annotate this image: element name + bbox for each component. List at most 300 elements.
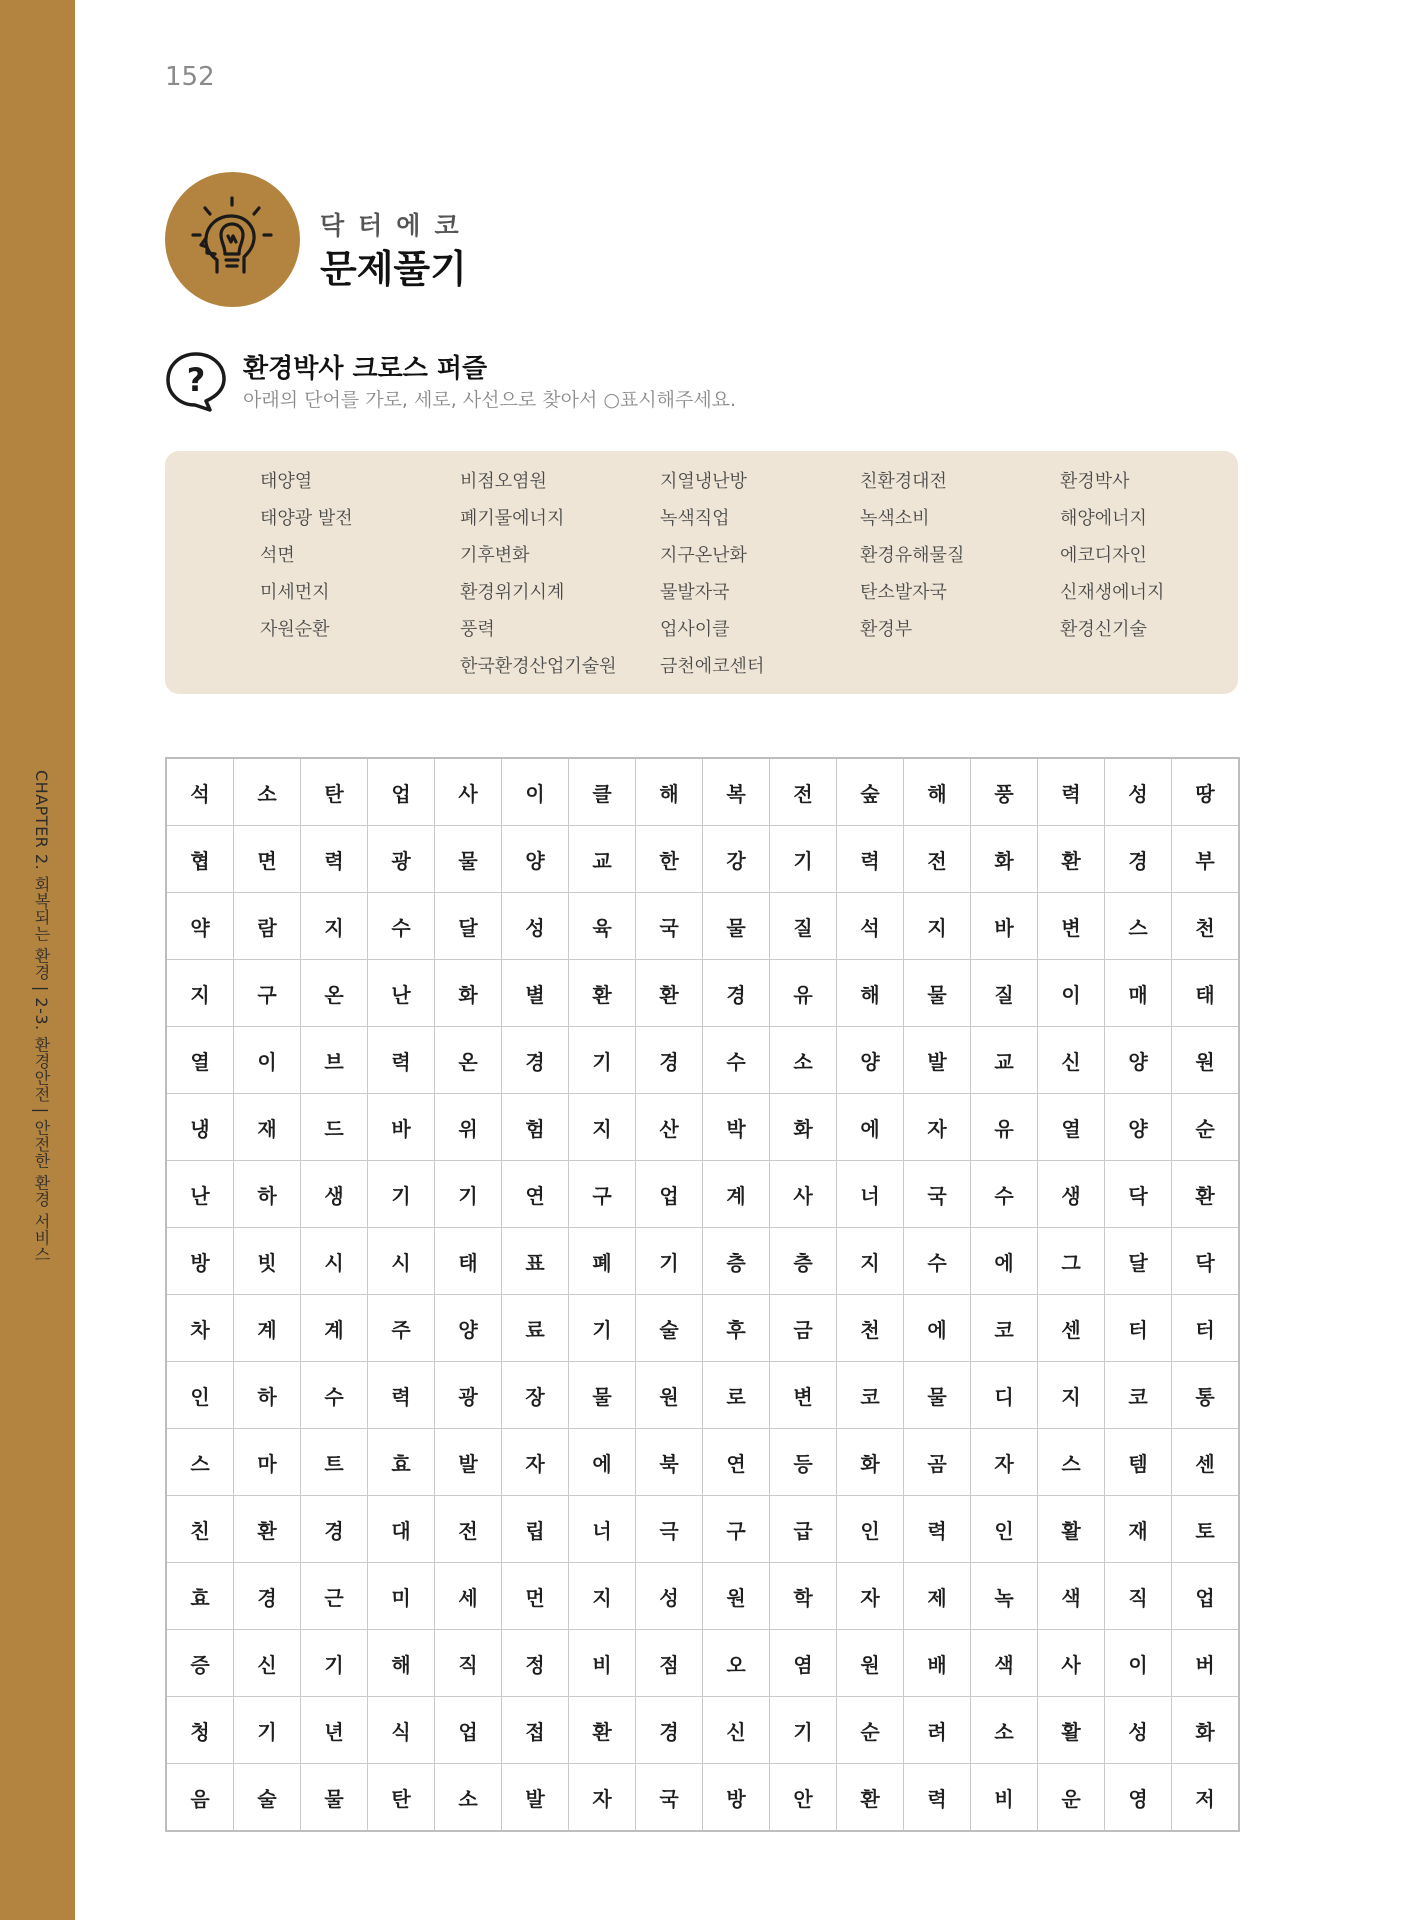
grid-cell[interactable]: 환 (1172, 1161, 1240, 1228)
grid-cell[interactable]: 운 (1038, 1764, 1105, 1832)
grid-cell[interactable]: 배 (904, 1630, 971, 1697)
grid-cell[interactable]: 광 (435, 1362, 502, 1429)
grid-cell[interactable]: 풍 (971, 758, 1038, 826)
grid-cell[interactable]: 술 (234, 1764, 301, 1832)
grid-cell[interactable]: 지 (569, 1094, 636, 1161)
grid-cell[interactable]: 부 (1172, 826, 1240, 893)
grid-row (166, 1697, 1239, 1764)
grid-cell[interactable]: 시 (368, 1228, 435, 1295)
grid-cell[interactable]: 수 (971, 1161, 1038, 1228)
grid-cell[interactable]: 비 (569, 1630, 636, 1697)
grid-row (166, 1630, 1239, 1697)
word-item: 물발자국 (660, 582, 730, 603)
grid-cell[interactable]: 경 (301, 1496, 368, 1563)
grid-cell[interactable]: 면 (234, 826, 301, 893)
grid-cell[interactable]: 에 (569, 1429, 636, 1496)
grid-cell[interactable]: 변 (1038, 893, 1105, 960)
grid-cell[interactable]: 년 (301, 1697, 368, 1764)
word-column-4 (860, 463, 964, 648)
grid-cell[interactable]: 로 (703, 1362, 770, 1429)
grid-cell[interactable]: 력 (1038, 758, 1105, 826)
grid-cell[interactable]: 정 (502, 1630, 569, 1697)
word-item: 환경부 (860, 619, 913, 640)
page-number: 152 (165, 62, 215, 92)
grid-cell[interactable]: 국 (636, 1764, 703, 1832)
grid-cell[interactable]: 바 (368, 1094, 435, 1161)
word-item: 지열냉난방 (660, 471, 747, 492)
grid-cell[interactable]: 자 (837, 1563, 904, 1630)
grid-cell[interactable]: 전 (904, 826, 971, 893)
grid-cell[interactable]: 양 (837, 1027, 904, 1094)
grid-cell[interactable]: 지 (166, 960, 234, 1027)
svg-text:?: ? (186, 361, 206, 399)
grid-cell[interactable]: 강 (703, 826, 770, 893)
grid-cell[interactable]: 극 (636, 1496, 703, 1563)
grid-cell[interactable]: 친 (166, 1496, 234, 1563)
grid-cell[interactable]: 기 (569, 1295, 636, 1362)
grid-cell[interactable]: 계 (703, 1161, 770, 1228)
word-item: 금천에코센터 (660, 656, 765, 677)
grid-cell[interactable]: 원 (1172, 1027, 1240, 1094)
grid-cell[interactable]: 해 (837, 960, 904, 1027)
grid-cell[interactable]: 템 (1105, 1429, 1172, 1496)
grid-cell[interactable]: 물 (703, 893, 770, 960)
grid-cell[interactable]: 버 (1172, 1630, 1240, 1697)
grid-row (166, 1295, 1239, 1362)
grid-cell[interactable]: 자 (904, 1094, 971, 1161)
grid-cell[interactable]: 자 (502, 1429, 569, 1496)
grid-cell[interactable]: 염 (770, 1630, 837, 1697)
grid-cell[interactable]: 증 (166, 1630, 234, 1697)
grid-row (166, 1496, 1239, 1563)
grid-cell[interactable]: 사 (435, 758, 502, 826)
grid-cell[interactable]: 양 (1105, 1094, 1172, 1161)
grid-cell[interactable]: 물 (904, 1362, 971, 1429)
grid-cell[interactable]: 지 (569, 1563, 636, 1630)
grid-cell[interactable]: 기 (770, 1697, 837, 1764)
grid-cell[interactable]: 립 (502, 1496, 569, 1563)
grid-cell[interactable]: 별 (502, 960, 569, 1027)
grid-cell[interactable]: 화 (435, 960, 502, 1027)
grid-cell[interactable]: 해 (636, 758, 703, 826)
grid-cell[interactable]: 구 (234, 960, 301, 1027)
word-item: 폐기물에너지 (460, 508, 565, 529)
grid-cell[interactable]: 해 (368, 1630, 435, 1697)
grid-cell[interactable]: 탄 (368, 1764, 435, 1832)
grid-cell[interactable]: 경 (636, 1027, 703, 1094)
grid-cell[interactable]: 브 (301, 1027, 368, 1094)
grid-cell[interactable]: 북 (636, 1429, 703, 1496)
grid-cell[interactable]: 닥 (1105, 1161, 1172, 1228)
grid-cell[interactable]: 환 (569, 960, 636, 1027)
grid-cell[interactable]: 난 (166, 1161, 234, 1228)
grid-cell[interactable]: 인 (166, 1362, 234, 1429)
word-column-1 (260, 463, 353, 648)
grid-cell[interactable]: 코 (837, 1362, 904, 1429)
grid-cell[interactable]: 층 (770, 1228, 837, 1295)
grid-cell[interactable]: 국 (636, 893, 703, 960)
grid-cell[interactable]: 전 (770, 758, 837, 826)
grid-cell[interactable]: 음 (166, 1764, 234, 1832)
grid-cell[interactable]: 업 (368, 758, 435, 826)
grid-cell[interactable]: 스 (1038, 1429, 1105, 1496)
word-item: 업사이클 (660, 619, 730, 640)
grid-cell[interactable]: 스 (166, 1429, 234, 1496)
grid-cell[interactable]: 재 (1105, 1496, 1172, 1563)
grid-cell[interactable]: 안 (770, 1764, 837, 1832)
word-item: 기후변화 (460, 545, 530, 566)
grid-cell[interactable]: 화 (837, 1429, 904, 1496)
grid-cell[interactable]: 탄 (301, 758, 368, 826)
grid-cell[interactable]: 마 (234, 1429, 301, 1496)
grid-row (166, 1362, 1239, 1429)
grid-cell[interactable]: 인 (971, 1496, 1038, 1563)
grid-cell[interactable]: 환 (569, 1697, 636, 1764)
grid-cell[interactable]: 력 (837, 826, 904, 893)
grid-cell[interactable]: 양 (502, 826, 569, 893)
grid-cell[interactable]: 그 (1038, 1228, 1105, 1295)
grid-row (166, 1563, 1239, 1630)
grid-cell[interactable]: 태 (1172, 960, 1240, 1027)
grid-cell[interactable]: 력 (904, 1764, 971, 1832)
grid-cell[interactable]: 성 (502, 893, 569, 960)
grid-cell[interactable]: 발 (904, 1027, 971, 1094)
grid-cell[interactable]: 시 (301, 1228, 368, 1295)
grid-cell[interactable]: 경 (502, 1027, 569, 1094)
grid-cell[interactable]: 하 (234, 1161, 301, 1228)
grid-cell[interactable]: 박 (703, 1094, 770, 1161)
puzzle-instruction: 아래의 단어를 가로, 세로, 사선으로 찾아서 ○표시해주세요. (243, 389, 737, 411)
grid-cell[interactable]: 산 (636, 1094, 703, 1161)
question-bubble-icon (164, 350, 228, 418)
grid-cell[interactable]: 물 (435, 826, 502, 893)
grid-cell[interactable]: 사 (770, 1161, 837, 1228)
grid-cell[interactable]: 태 (435, 1228, 502, 1295)
grid-cell[interactable]: 경 (636, 1697, 703, 1764)
grid-cell[interactable]: 질 (770, 893, 837, 960)
grid-cell[interactable]: 변 (770, 1362, 837, 1429)
grid-cell[interactable]: 코 (1105, 1362, 1172, 1429)
grid-cell[interactable]: 색 (971, 1630, 1038, 1697)
grid-cell[interactable]: 국 (904, 1161, 971, 1228)
grid-cell[interactable]: 달 (1105, 1228, 1172, 1295)
grid-cell[interactable]: 생 (301, 1161, 368, 1228)
grid-cell[interactable]: 활 (1038, 1697, 1105, 1764)
grid-cell[interactable]: 천 (837, 1295, 904, 1362)
word-item: 신재생에너지 (1060, 582, 1165, 603)
grid-cell[interactable]: 냉 (166, 1094, 234, 1161)
grid-cell[interactable]: 영 (1105, 1764, 1172, 1832)
grid-cell[interactable]: 에 (971, 1228, 1038, 1295)
grid-cell[interactable]: 차 (166, 1295, 234, 1362)
grid-cell[interactable]: 물 (904, 960, 971, 1027)
grid-row (166, 1228, 1239, 1295)
grid-cell[interactable]: 표 (502, 1228, 569, 1295)
grid-cell[interactable]: 위 (435, 1094, 502, 1161)
grid-cell[interactable]: 닥 (1172, 1228, 1240, 1295)
grid-cell[interactable]: 한 (636, 826, 703, 893)
grid-cell[interactable]: 수 (301, 1362, 368, 1429)
grid-cell[interactable]: 계 (301, 1295, 368, 1362)
grid-cell[interactable]: 람 (234, 893, 301, 960)
grid-cell[interactable]: 터 (1172, 1295, 1240, 1362)
grid-cell[interactable]: 통 (1172, 1362, 1240, 1429)
word-item: 친환경대전 (860, 471, 947, 492)
grid-cell[interactable]: 신 (234, 1630, 301, 1697)
word-item: 풍력 (460, 619, 495, 640)
grid-cell[interactable]: 기 (636, 1228, 703, 1295)
grid-cell[interactable]: 효 (368, 1429, 435, 1496)
grid-cell[interactable]: 신 (1038, 1027, 1105, 1094)
grid-cell[interactable]: 대 (368, 1496, 435, 1563)
grid-cell[interactable]: 업 (1172, 1563, 1240, 1630)
grid-cell[interactable]: 연 (703, 1429, 770, 1496)
grid-cell[interactable]: 경 (1105, 826, 1172, 893)
grid-cell[interactable]: 클 (569, 758, 636, 826)
word-item: 미세먼지 (260, 582, 330, 603)
grid-cell[interactable]: 지 (904, 893, 971, 960)
grid-cell[interactable]: 트 (301, 1429, 368, 1496)
grid-cell[interactable]: 자 (569, 1764, 636, 1832)
grid-cell[interactable]: 기 (770, 826, 837, 893)
grid-cell[interactable]: 수 (703, 1027, 770, 1094)
grid-cell[interactable]: 하 (234, 1362, 301, 1429)
word-item: 탄소발자국 (860, 582, 947, 603)
section-title: 문제풀기 (320, 247, 467, 291)
grid-cell[interactable]: 지 (301, 893, 368, 960)
grid-cell[interactable]: 빗 (234, 1228, 301, 1295)
grid-cell[interactable]: 주 (368, 1295, 435, 1362)
grid-cell[interactable]: 순 (1172, 1094, 1240, 1161)
grid-cell[interactable]: 물 (301, 1764, 368, 1832)
word-item: 태양열 (260, 471, 313, 492)
grid-cell[interactable]: 환 (234, 1496, 301, 1563)
grid-cell[interactable]: 신 (703, 1697, 770, 1764)
grid-cell[interactable]: 술 (636, 1295, 703, 1362)
grid-cell[interactable]: 먼 (502, 1563, 569, 1630)
grid-cell[interactable]: 이 (502, 758, 569, 826)
grid-cell[interactable]: 유 (770, 960, 837, 1027)
grid-cell[interactable]: 해 (904, 758, 971, 826)
grid-cell[interactable]: 려 (904, 1697, 971, 1764)
grid-cell[interactable]: 유 (971, 1094, 1038, 1161)
grid-cell[interactable]: 기 (368, 1161, 435, 1228)
grid-cell[interactable]: 에 (904, 1295, 971, 1362)
grid-cell[interactable]: 땅 (1172, 758, 1240, 826)
grid-cell[interactable]: 력 (368, 1027, 435, 1094)
grid-cell[interactable]: 계 (234, 1295, 301, 1362)
grid-cell[interactable]: 원 (703, 1563, 770, 1630)
grid-cell[interactable]: 접 (502, 1697, 569, 1764)
grid-cell[interactable]: 양 (435, 1295, 502, 1362)
grid-cell[interactable]: 녹 (971, 1563, 1038, 1630)
grid-cell[interactable]: 양 (1105, 1027, 1172, 1094)
grid-cell[interactable]: 너 (569, 1496, 636, 1563)
grid-cell[interactable]: 원 (837, 1630, 904, 1697)
grid-cell[interactable]: 천 (1172, 893, 1240, 960)
grid-cell[interactable]: 오 (703, 1630, 770, 1697)
grid-cell[interactable]: 환 (1038, 826, 1105, 893)
grid-cell[interactable]: 수 (904, 1228, 971, 1295)
grid-cell[interactable]: 곰 (904, 1429, 971, 1496)
grid-row (166, 1161, 1239, 1228)
section-subtitle: 닥터에코 (320, 211, 473, 240)
grid-cell[interactable]: 질 (971, 960, 1038, 1027)
grid-cell[interactable]: 난 (368, 960, 435, 1027)
grid-cell[interactable]: 에 (837, 1094, 904, 1161)
grid-cell[interactable]: 원 (636, 1362, 703, 1429)
grid-cell[interactable]: 코 (971, 1295, 1038, 1362)
grid-cell[interactable]: 이 (1038, 960, 1105, 1027)
grid-cell[interactable]: 순 (837, 1697, 904, 1764)
grid-row (166, 1027, 1239, 1094)
grid-cell[interactable]: 이 (234, 1027, 301, 1094)
grid-row (166, 960, 1239, 1027)
grid-cell[interactable]: 교 (569, 826, 636, 893)
grid-cell[interactable]: 인 (837, 1496, 904, 1563)
grid-cell[interactable]: 층 (703, 1228, 770, 1295)
grid-cell[interactable]: 약 (166, 893, 234, 960)
grid-cell[interactable]: 금 (770, 1295, 837, 1362)
grid-cell[interactable]: 사 (1038, 1630, 1105, 1697)
lightbulb-head-icon (165, 172, 300, 307)
grid-cell[interactable]: 소 (435, 1764, 502, 1832)
grid-cell[interactable]: 센 (1172, 1429, 1240, 1496)
grid-cell[interactable]: 기 (569, 1027, 636, 1094)
grid-cell[interactable]: 석 (166, 758, 234, 826)
grid-cell[interactable]: 근 (301, 1563, 368, 1630)
grid-cell[interactable]: 업 (636, 1161, 703, 1228)
grid-cell[interactable]: 제 (904, 1563, 971, 1630)
grid-cell[interactable]: 력 (904, 1496, 971, 1563)
grid-cell[interactable]: 기 (435, 1161, 502, 1228)
grid-cell[interactable]: 발 (502, 1764, 569, 1832)
word-item: 환경신기술 (1060, 619, 1147, 640)
grid-cell[interactable]: 폐 (569, 1228, 636, 1295)
grid-cell[interactable]: 점 (636, 1630, 703, 1697)
word-item: 환경위기시계 (460, 582, 565, 603)
grid-cell[interactable]: 스 (1105, 893, 1172, 960)
grid-row (166, 826, 1239, 893)
grid-cell[interactable]: 온 (435, 1027, 502, 1094)
grid-cell[interactable]: 력 (301, 826, 368, 893)
grid-cell[interactable]: 자 (971, 1429, 1038, 1496)
word-list-box (165, 451, 1238, 694)
grid-cell[interactable]: 광 (368, 826, 435, 893)
grid-cell[interactable]: 성 (636, 1563, 703, 1630)
grid-cell[interactable]: 경 (234, 1563, 301, 1630)
grid-cell[interactable]: 온 (301, 960, 368, 1027)
grid-cell[interactable]: 생 (1038, 1161, 1105, 1228)
grid-cell[interactable]: 협 (166, 826, 234, 893)
grid-cell[interactable]: 복 (703, 758, 770, 826)
grid-cell[interactable]: 너 (837, 1161, 904, 1228)
word-item: 석면 (260, 545, 295, 566)
grid-cell[interactable]: 화 (971, 826, 1038, 893)
grid-cell[interactable]: 매 (1105, 960, 1172, 1027)
grid-cell[interactable]: 소 (971, 1697, 1038, 1764)
word-item: 해양에너지 (1060, 508, 1147, 529)
grid-cell[interactable]: 활 (1038, 1496, 1105, 1563)
grid-cell[interactable]: 디 (971, 1362, 1038, 1429)
grid-cell[interactable]: 전 (435, 1496, 502, 1563)
grid-cell[interactable]: 구 (703, 1496, 770, 1563)
grid-cell[interactable]: 방 (166, 1228, 234, 1295)
grid-cell[interactable]: 기 (301, 1630, 368, 1697)
grid-cell[interactable]: 화 (1172, 1697, 1240, 1764)
grid-cell[interactable]: 열 (166, 1027, 234, 1094)
grid-cell[interactable]: 수 (368, 893, 435, 960)
grid-cell[interactable]: 방 (703, 1764, 770, 1832)
grid-cell[interactable]: 드 (301, 1094, 368, 1161)
word-column-5 (1060, 463, 1164, 648)
grid-cell[interactable]: 소 (234, 758, 301, 826)
grid-cell[interactable]: 바 (971, 893, 1038, 960)
grid-cell[interactable]: 물 (569, 1362, 636, 1429)
grid-cell[interactable]: 비 (971, 1764, 1038, 1832)
grid-cell[interactable]: 토 (1172, 1496, 1240, 1563)
word-item: 자원순환 (260, 619, 330, 640)
grid-row (166, 893, 1239, 960)
grid-cell[interactable]: 경 (703, 960, 770, 1027)
grid-cell[interactable]: 터 (1105, 1295, 1172, 1362)
grid-cell[interactable]: 숲 (837, 758, 904, 826)
grid-cell[interactable]: 환 (636, 960, 703, 1027)
grid-cell[interactable]: 색 (1038, 1563, 1105, 1630)
word-item: 한국환경산업기술원 (460, 656, 617, 677)
grid-cell[interactable]: 성 (1105, 1697, 1172, 1764)
grid-cell[interactable]: 육 (569, 893, 636, 960)
grid-cell[interactable]: 석 (837, 893, 904, 960)
grid-cell[interactable]: 지 (837, 1228, 904, 1295)
grid-cell[interactable]: 업 (435, 1697, 502, 1764)
grid-cell[interactable]: 급 (770, 1496, 837, 1563)
grid-cell[interactable]: 환 (837, 1764, 904, 1832)
grid-cell[interactable]: 력 (368, 1362, 435, 1429)
grid-cell[interactable]: 험 (502, 1094, 569, 1161)
grid-cell[interactable]: 성 (1105, 758, 1172, 826)
grid-cell[interactable]: 저 (1172, 1764, 1240, 1832)
grid-cell[interactable]: 직 (1105, 1563, 1172, 1630)
grid-cell[interactable]: 열 (1038, 1094, 1105, 1161)
grid-cell[interactable]: 재 (234, 1094, 301, 1161)
grid-cell[interactable]: 교 (971, 1027, 1038, 1094)
grid-cell[interactable]: 학 (770, 1563, 837, 1630)
grid-cell[interactable]: 소 (770, 1027, 837, 1094)
grid-cell[interactable]: 이 (1105, 1630, 1172, 1697)
word-column-2 (460, 463, 617, 685)
grid-cell[interactable]: 달 (435, 893, 502, 960)
grid-cell[interactable]: 세 (435, 1563, 502, 1630)
grid-cell[interactable]: 료 (502, 1295, 569, 1362)
grid-row (166, 1429, 1239, 1496)
grid-cell[interactable]: 센 (1038, 1295, 1105, 1362)
grid-cell[interactable]: 연 (502, 1161, 569, 1228)
grid-cell[interactable]: 지 (1038, 1362, 1105, 1429)
grid-cell[interactable]: 구 (569, 1161, 636, 1228)
grid-cell[interactable]: 후 (703, 1295, 770, 1362)
grid-cell[interactable]: 효 (166, 1563, 234, 1630)
grid-cell[interactable]: 기 (234, 1697, 301, 1764)
grid-cell[interactable]: 등 (770, 1429, 837, 1496)
grid-cell[interactable]: 발 (435, 1429, 502, 1496)
grid-cell[interactable]: 식 (368, 1697, 435, 1764)
grid-cell[interactable]: 화 (770, 1094, 837, 1161)
grid-cell[interactable]: 미 (368, 1563, 435, 1630)
grid-cell[interactable]: 직 (435, 1630, 502, 1697)
grid-cell[interactable]: 청 (166, 1697, 234, 1764)
grid-cell[interactable]: 장 (502, 1362, 569, 1429)
